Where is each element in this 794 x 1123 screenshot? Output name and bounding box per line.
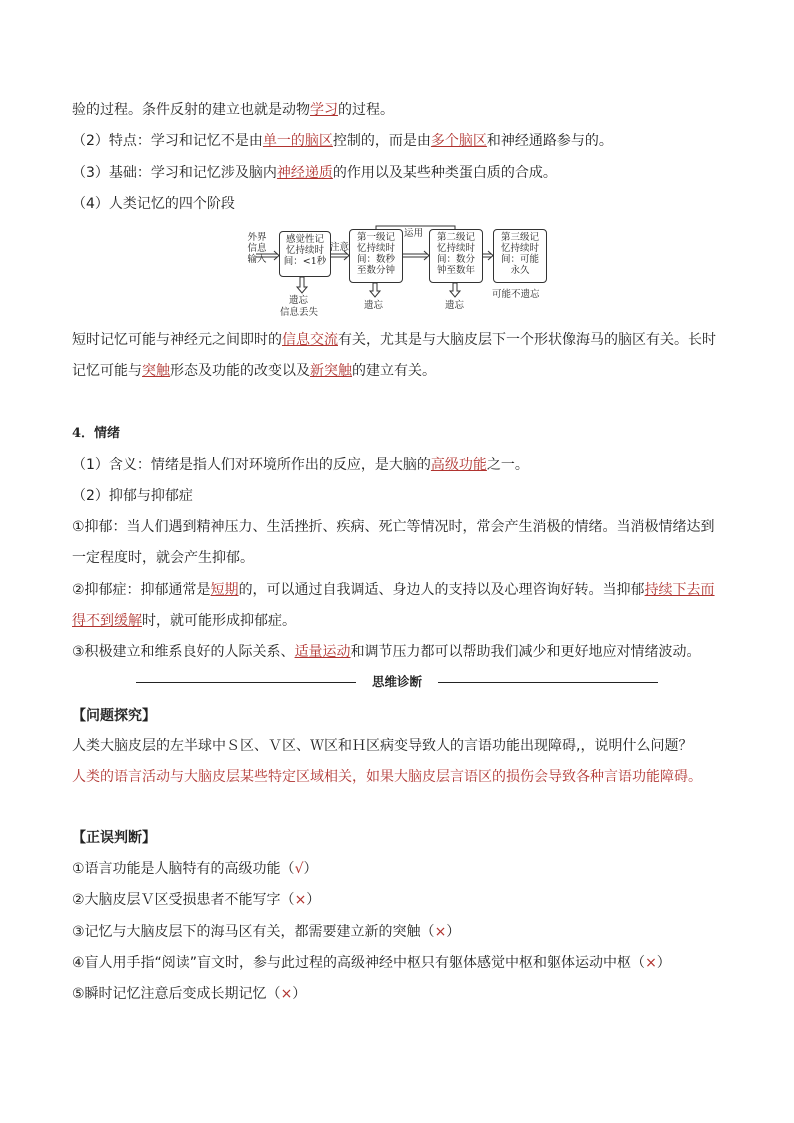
judge-item: ②大脑皮层Ｖ区受损患者不能写字（×） — [72, 892, 321, 908]
answer-blank: 单一的脑区 — [262, 133, 333, 149]
not-forget-label: 可能不遗忘 — [492, 289, 540, 300]
answer-blank: 信息交流 — [282, 332, 338, 348]
text-segment: 短时记忆可能与神经元之间即时的 — [72, 332, 282, 348]
stage-first-memory-box: 第一级记忆持续时间：数秒至数分钟 — [349, 229, 403, 283]
text-segment: 的建立有关。 — [352, 363, 436, 379]
answer-blank: 高级功能 — [430, 457, 487, 473]
text-line-5 — [72, 330, 716, 350]
text-segment: （3）基础：学习和记忆涉及脑内 — [72, 165, 277, 181]
text-line-7 — [72, 455, 529, 475]
answer-blank: 神经递质 — [276, 165, 333, 181]
text-segment: （1）含义：情绪是指人们对环境所作出的反应，是大脑的 — [72, 457, 431, 473]
text-segment: 和调节压力都可以帮助我们减少和更好地应对情绪波动。 — [350, 644, 701, 660]
text-line-4: （4）人类记忆的四个阶段 — [72, 196, 235, 212]
text-segment: ③积极建立和维系良好的人际关系、 — [72, 644, 295, 660]
answer-blank: 学习 — [310, 102, 338, 118]
text-line-11 — [72, 580, 715, 600]
text-segment: （2）特点：学习和记忆不是由 — [72, 133, 263, 149]
answer-blank: 多个脑区 — [430, 133, 487, 149]
cross-mark-icon: × — [645, 955, 657, 971]
explore-title: 【问题探究】 — [72, 708, 156, 724]
judge-item: ⑤瞬时记忆注意后变成长期记忆（×） — [72, 986, 307, 1002]
check-mark-icon: √ — [294, 861, 304, 877]
judge-title: 【正误判断】 — [72, 830, 156, 846]
stage-sensory-memory-box: 感觉性记忆持续时间：<1秒 — [279, 231, 331, 277]
use-label: 运用 — [404, 228, 424, 239]
cross-mark-icon: × — [434, 924, 447, 940]
judge-item: ④盲人用手指“阅读”盲文时，参与此过程的高级神经中枢只有躯体感觉中枢和躯体运动中枢（×） — [72, 955, 671, 971]
forget-label-2: 遗忘 — [364, 300, 384, 311]
stage-second-memory-box: 第二级记忆持续时间：数分钟至数年 — [429, 229, 483, 283]
text-segment: 控制的，而是由 — [332, 133, 431, 149]
text-line-12 — [72, 611, 296, 631]
answer-blank: 持续下去而 — [644, 582, 715, 598]
text-line-13 — [72, 642, 701, 662]
section-heading-emotion: 4．情绪 — [72, 426, 121, 441]
text-segment: 的过程。 — [338, 102, 394, 118]
text-segment: 的，可以通过自我调适、身边人的支持以及心理咨询好转。当抑郁 — [238, 582, 645, 598]
text-line-6 — [72, 361, 436, 381]
text-line-10: 一定程度时，就会产生抑郁。 — [72, 550, 254, 566]
text-segment: 记忆可能与 — [72, 363, 142, 379]
text-segment: ②抑郁症：抑郁通常是 — [72, 582, 211, 598]
judge-item: ①语言功能是人脑特有的高级功能（√） — [72, 861, 318, 877]
info-lost-label: 信息丢失 — [280, 307, 319, 318]
text-segment: 之一。 — [486, 457, 529, 473]
text-line-9: ①抑郁：当人们遇到精神压力、生活挫折、疾病、死亡等情况时，常会产生消极的情绪。当消极情绪达到 — [72, 519, 715, 535]
cross-mark-icon: × — [280, 986, 293, 1002]
text-segment: 和神经通路参与的。 — [486, 133, 613, 149]
cross-mark-icon: × — [294, 892, 307, 908]
diagram-input-label: 外界信息输入 — [247, 232, 267, 265]
answer-blank: 突触 — [142, 363, 170, 379]
attention-label: 注意 — [330, 242, 350, 253]
text-segment: 时，就可能形成抑郁症。 — [142, 613, 296, 629]
explore-question: 人类大脑皮层的左半球中Ｓ区、Ｖ区、Ｗ区和Ｈ区病变导致人的言语功能出现障碍,，说明什么问题？ — [72, 738, 693, 754]
divider-label: 思维诊断 — [356, 672, 438, 692]
text-segment: 有关，尤其是与大脑皮层下一个形状像海马的脑区有关。长时 — [338, 332, 716, 348]
explore-answer: 人类的语言活动与大脑皮层某些特定区域相关，如果大脑皮层言语区的损伤会导致各种言语功能障碍。 — [72, 769, 702, 785]
stage-third-memory-box: 第三级记忆持续时间：可能永久 — [493, 229, 547, 283]
judge-item: ③记忆与大脑皮层下的海马区有关，都需要建立新的突触（×） — [72, 924, 461, 940]
text-segment: 形态及功能的改变以及 — [170, 363, 310, 379]
answer-blank: 短期 — [210, 582, 239, 598]
answer-blank: 得不到缓解 — [72, 613, 142, 629]
text-segment: 验的过程。条件反射的建立也就是动物 — [72, 102, 310, 118]
forget-label-3: 遗忘 — [445, 300, 465, 311]
answer-blank: 新突触 — [310, 363, 352, 379]
text-segment: 的作用以及某些种类蛋白质的合成。 — [332, 165, 557, 181]
answer-blank: 适量运动 — [294, 644, 351, 660]
forget-label-1: 遗忘 — [289, 295, 309, 306]
text-line-8: （2）抑郁与抑郁症 — [72, 488, 193, 504]
